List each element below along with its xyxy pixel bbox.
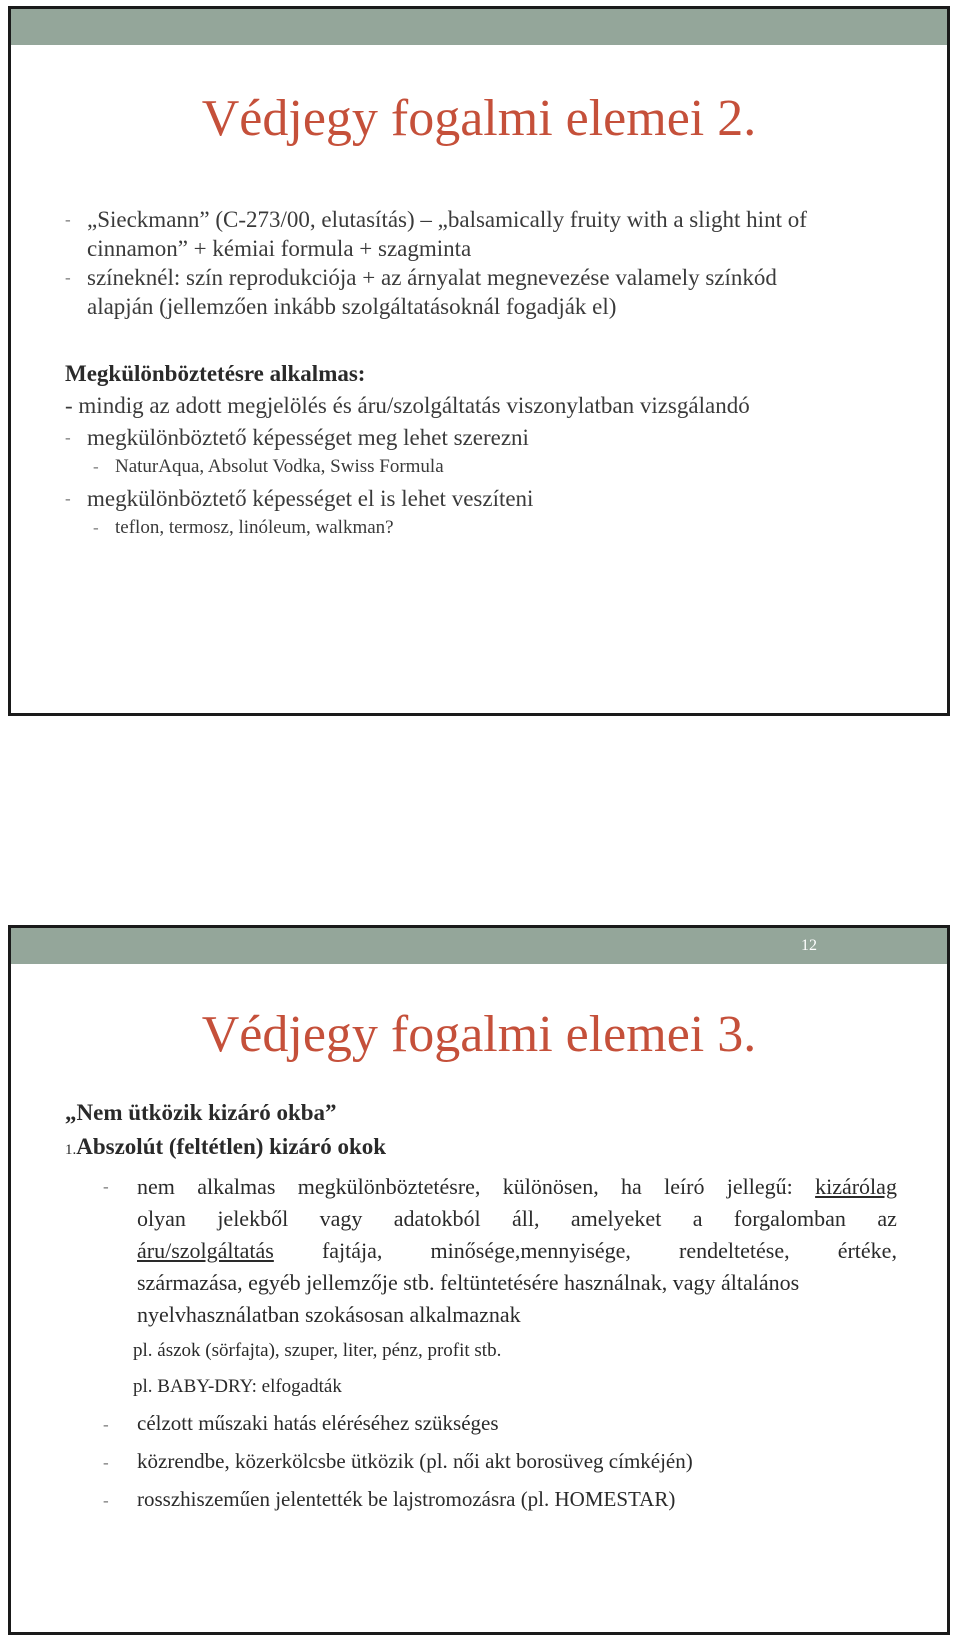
slide-2: [8, 925, 950, 1635]
bullet-continuation: alapján (jellemzően inkább szolgáltatásoknál fogadják el): [87, 294, 617, 319]
paragraph-line: nem alkalmas megkülönböztetésre, különösen, ha leíró jellegű: kizárólag: [137, 1171, 897, 1203]
slide-header-bar: [11, 928, 947, 964]
section-heading: „Nem ütközik kizáró okba”: [65, 1100, 337, 1125]
underlined-term: áru/szolgáltatás: [137, 1238, 274, 1263]
slide-1: [8, 6, 950, 716]
list-item: - közrendbe, közerkölcsbe ütközik (pl. női akt borosüveg címkéjén): [103, 1449, 693, 1473]
sub-list-item: - teflon, termosz, linóleum, walkman?: [93, 517, 394, 538]
list-item: - megkülönböztető képességet meg lehet szerezni: [65, 425, 529, 450]
list-item: - mindig az adott megjelölés és áru/szolgáltatás viszonylatban vizsgálandó: [65, 393, 750, 418]
absolute-grounds-section: [65, 1098, 897, 1519]
bullet-item: - „Sieckmann” (C-273/00, elutasítás) – „balsamically fruity with a slight hint of: [65, 207, 807, 232]
slide-title: Védjegy fogalmi elemei 2.: [201, 90, 757, 147]
slide-header-bar: [11, 9, 947, 45]
example-line: pl. BABY-DRY: elfogadták: [133, 1376, 342, 1397]
slide-number: 12: [801, 937, 817, 954]
distinctiveness-section: [65, 359, 907, 542]
paragraph-line: származása, egyéb jellemzője stb. feltüntetésére használnak, vagy általános: [137, 1270, 800, 1295]
paragraph-line: nyelvhasználatban szokásosan alkalmaznak: [137, 1302, 521, 1327]
dash-marker: -: [65, 268, 71, 287]
paragraph-line: olyan jelekből vagy adatokból áll, amelyeket a forgalomban az: [137, 1206, 897, 1231]
list-item: - megkülönböztető képességet el is lehet veszíteni: [65, 486, 534, 511]
numbered-heading: 1.Abszolút (feltétlen) kizáró okok: [65, 1134, 387, 1159]
paragraph-line: áru/szolgáltatás fajtája, minősége,mennyisége, rendeltetése, értéke,: [137, 1235, 897, 1267]
slide-title: Védjegy fogalmi elemei 3.: [201, 1006, 757, 1063]
underlined-term: kizárólag: [815, 1174, 897, 1199]
dash-marker: -: [65, 210, 71, 229]
intro-bullets: [65, 205, 907, 321]
list-item: - rosszhiszeműen jelentették be lajstromozásra (pl. HOMESTAR): [103, 1487, 676, 1511]
example-line: pl. ászok (sörfajta), szuper, liter, pénz, profit stb.: [133, 1340, 502, 1361]
paragraph-item: - nem alkalmas megkülönböztetésre, különösen, ha leíró jellegű: kizárólag olyan jelekből vagy adatokból áll, amelyeket a forgalomban az áru/szolgáltatás fajtája, minősége,mennyisége, rendeltetése, értéke, származása, egyéb jellemzője stb. feltüntetésére használnak, vagy általános nyelvhasználatban szokásosan alkalmaznak: [65, 1171, 897, 1331]
list-item: - célzott műszaki hatás eléréséhez szükséges: [103, 1411, 499, 1435]
bullet-continuation: cinnamon” + kémiai formula + szagminta: [87, 236, 472, 261]
section-heading: Megkülönböztetésre alkalmas:: [65, 361, 366, 386]
sub-list-item: - NaturAqua, Absolut Vodka, Swiss Formula: [93, 456, 444, 477]
bullet-item: - színeknél: szín reprodukciója + az árnyalat megnevezése valamely színkód: [65, 265, 777, 290]
